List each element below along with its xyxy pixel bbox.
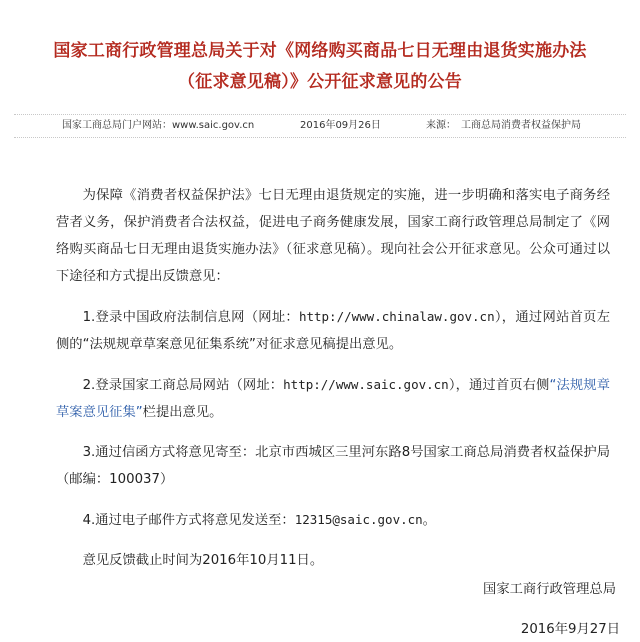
publish-date: 2016年09月26日 <box>300 120 381 131</box>
item-1-prefix: 1.登录中国政府法制信息网（网址： <box>82 310 299 325</box>
item-3: 3.通过信函方式将意见寄至：北京市西城区三里河东路8号国家工商总局消费者权益保护局（邮编：100037） <box>56 445 610 487</box>
item-4-suffix: 。 <box>422 513 436 528</box>
item-1 <box>56 303 610 358</box>
article-body <box>56 182 610 587</box>
item-1-suffix: ），通过网站首页左侧的“法规规章草案意见征集系统”对征求意见稿提出意见。 <box>56 310 610 352</box>
signature-date: 2016年9月27日 <box>520 622 620 637</box>
title-line-2: （征求意见稿）》公开征求意见的公告 <box>178 72 462 92</box>
title-line-1: 国家工商行政管理总局关于对《网络购买商品七日无理由退货实施办法 <box>53 41 587 61</box>
source-department: 来源： 工商总局消费者权益保护局 <box>426 120 581 131</box>
item-2-suffix: 栏提出意见。 <box>142 405 223 420</box>
deadline-paragraph: 意见反馈截止时间为2016年10月11日。 <box>82 553 324 568</box>
item-4 <box>56 506 610 534</box>
meta-bar <box>14 114 626 138</box>
saic-url: http://www.saic.gov.cn <box>283 377 449 392</box>
item-2-prefix: 2.登录国家工商总局网站（网址： <box>82 378 284 393</box>
item-2-mid: ），通过首页右侧 <box>448 378 550 393</box>
portal-source: 国家工商总局门户网站：www.saic.gov.cn <box>62 120 255 131</box>
signature-org: 国家工商行政管理总局 <box>483 582 616 597</box>
page-title <box>20 36 620 98</box>
feedback-email: 12315@saic.gov.cn <box>294 512 423 527</box>
item-2 <box>56 371 610 426</box>
chinalaw-url: http://www.chinalaw.gov.cn <box>298 309 495 324</box>
intro-paragraph: 为保障《消费者权益保护法》七日无理由退货规定的实施，进一步明确和落实电子商务经营者义务，保护消费者合法权益，促进电子商务健康发展，国家工商行政管理总局制定了《网络购买商品七日无理由退货实施办法》（征求意见稿）。现向社会公开征求意见。公众可通过以下途径和方式提出反馈意见： <box>56 188 610 284</box>
item-4-prefix: 4.通过电子邮件方式将意见发送至： <box>82 513 295 528</box>
opinion-collection-link[interactable]: “法规规章草案意见征集” <box>56 378 610 420</box>
